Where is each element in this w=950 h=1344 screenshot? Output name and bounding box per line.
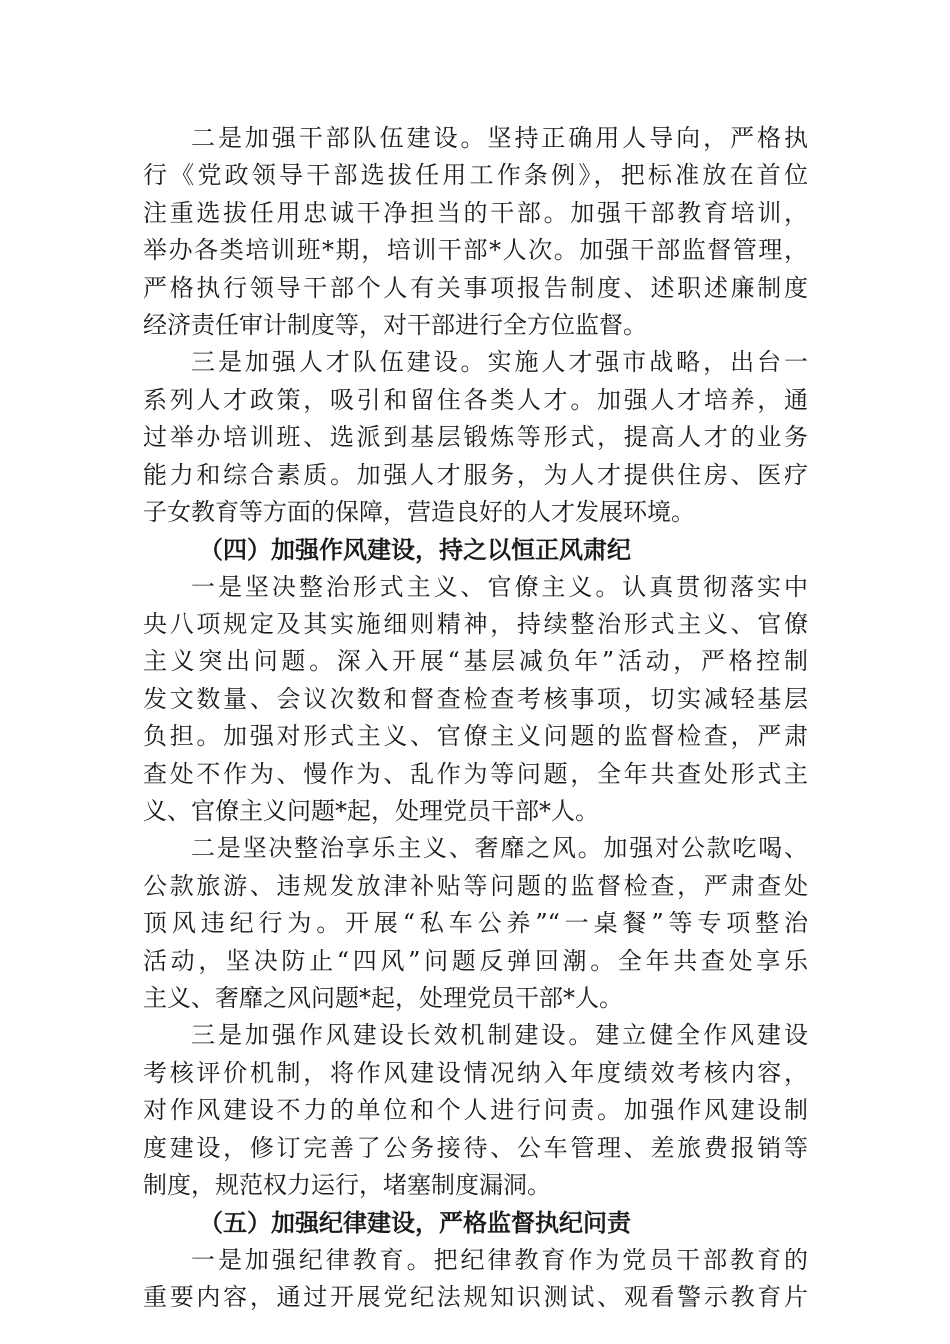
paragraph-line: 一是加强纪律教育。把纪律教育作为党员干部教育的	[191, 1245, 808, 1274]
paragraph-line: 过举办培训班、选派到基层锻炼等形式，提高人才的业务	[143, 423, 808, 452]
paragraph-line: 负担。加强对形式主义、官僚主义问题的监督检查，严肃	[143, 722, 808, 751]
paragraph-line: 严格执行领导干部个人有关事项报告制度、述职述廉制度	[143, 273, 808, 302]
paragraph-line: 行《党政领导干部选拔任用工作条例》，把标准放在首位	[143, 161, 808, 190]
paragraph-line: 顶风违纪行为。开展“私车公养”“一桌餐”等专项整治	[143, 909, 808, 938]
paragraph-line: 活动，坚决防止“四风”问题反弹回潮。全年共查处享乐	[143, 946, 808, 975]
paragraph-line: 注重选拔任用忠诚干净担当的干部。加强干部教育培训，	[143, 198, 808, 227]
paragraph-line: 制度，规范权力运行，堵塞制度漏洞。	[143, 1170, 551, 1199]
paragraph-line: 经济责任审计制度等，对干部进行全方位监督。	[143, 310, 647, 339]
paragraph-line: 公款旅游、违规发放津补贴等问题的监督检查，严肃查处	[143, 871, 808, 900]
paragraph-line: 主义突出问题。深入开展“基层减负年”活动，严格控制	[143, 647, 808, 676]
paragraph-line: 能力和综合素质。加强人才服务，为人才提供住房、医疗	[143, 460, 808, 489]
paragraph-line: 二是坚决整治享乐主义、奢靡之风。加强对公款吃喝、	[191, 834, 808, 863]
paragraph-line: 二是加强干部队伍建设。坚持正确用人导向，严格执	[191, 124, 808, 152]
paragraph-line: 考核评价机制，将作风建设情况纳入年度绩效考核内容，	[143, 1058, 808, 1087]
paragraph-line: 查处不作为、慢作为、乱作为等问题，全年共查处形式主	[143, 759, 808, 788]
paragraph-line: 对作风建设不力的单位和个人进行问责。加强作风建设制	[143, 1096, 808, 1125]
paragraph-line: 度建设，修订完善了公务接待、公车管理、差旅费报销等	[143, 1133, 808, 1162]
paragraph-line: 三是加强人才队伍建设。实施人才强市战略，出台一	[191, 348, 808, 377]
paragraph-line: 央八项规定及其实施细则精神，持续整治形式主义、官僚	[143, 610, 808, 639]
document-body	[143, 120, 808, 1317]
paragraph-line: 重要内容，通过开展党纪法规知识测试、观看警示教育片	[143, 1283, 808, 1312]
paragraph-line: 义、官僚主义问题*起，处理党员干部*人。	[143, 797, 599, 826]
section-heading: （五）加强纪律建设，严格监督执纪问责	[199, 1208, 631, 1238]
paragraph-line: 举办各类培训班*期，培训干部*人次。加强干部监督管理，	[143, 236, 808, 265]
paragraph-line: 主义、奢靡之风问题*起，处理党员干部*人。	[143, 983, 623, 1012]
paragraph-line: 一是坚决整治形式主义、官僚主义。认真贯彻落实中	[191, 572, 808, 601]
paragraph-line: 三是加强作风建设长效机制建设。建立健全作风建设	[191, 1021, 808, 1050]
section-heading: （四）加强作风建设，持之以恒正风肃纪	[199, 535, 631, 565]
paragraph-line: 发文数量、会议次数和督查检查考核事项，切实减轻基层	[143, 684, 808, 713]
paragraph-line: 子女教育等方面的保障，营造良好的人才发展环境。	[143, 497, 695, 526]
paragraph-line: 系列人才政策，吸引和留住各类人才。加强人才培养，通	[143, 385, 808, 414]
